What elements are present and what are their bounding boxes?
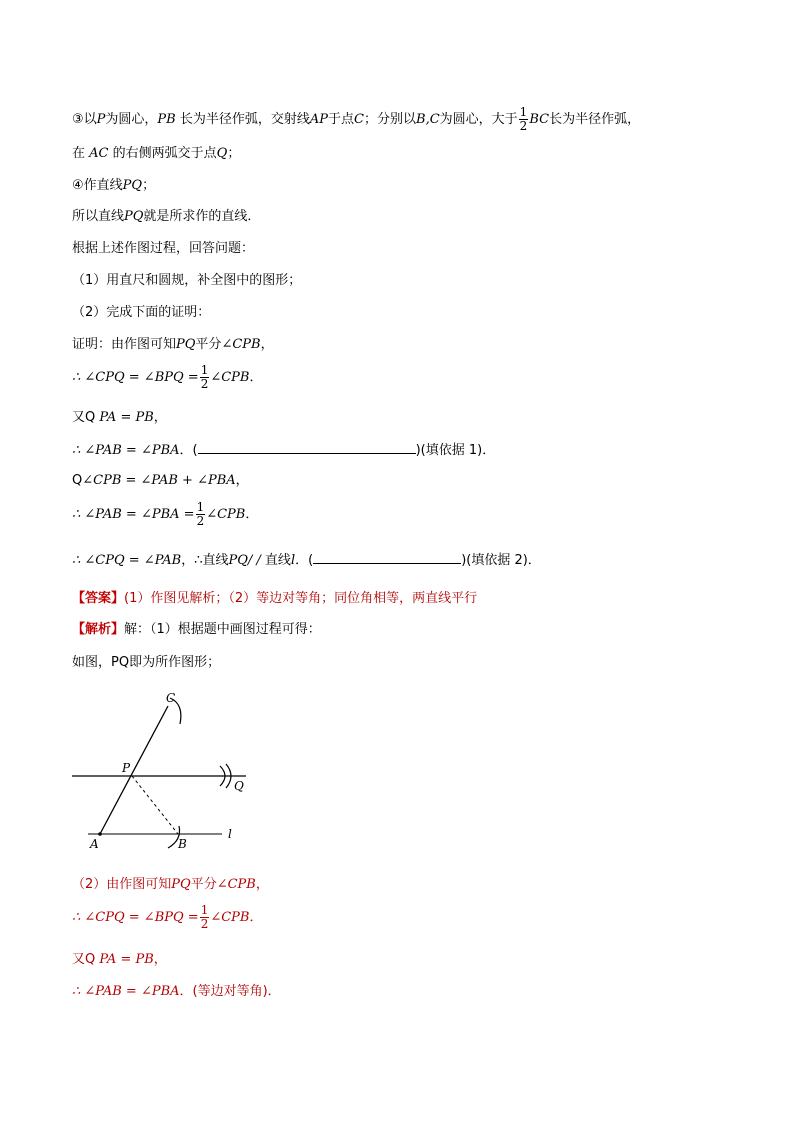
fraction-half: $\frac{1}{2}$ [200, 363, 209, 391]
label-p: P [122, 761, 131, 775]
answer-blank-1[interactable] [198, 441, 416, 454]
label-l: l [228, 827, 232, 841]
analysis-tag: 【解析】 [72, 622, 125, 637]
point-a [98, 832, 102, 836]
proof-line-2: ∴ ∠CPQ = ∠BPQ = $\frac{1}{2}$ ∠CPB． [72, 363, 263, 391]
question-1: （1）用直尺和圆规，补全图中的图形； [72, 273, 302, 288]
question-2: （2）完成下面的证明： [72, 305, 211, 320]
proof-line-6: ∴ ∠PAB = ∠PBA = $\frac{1}{2}$ ∠CPB． [72, 500, 259, 528]
ray-ac [100, 706, 168, 834]
proof-line-5: Q∠CPB = ∠PAB + ∠PBA， [72, 473, 249, 488]
label-a: A [90, 837, 99, 851]
step3-line1: ③以P为圆心，PB 长为半径作弧，交射线AP于点C；分别以B,C为圆心，大于 $\frac{1}{2}$ BC长为半径作弧， [72, 105, 641, 133]
solution-line-3: 又Q PA = PB， [72, 952, 167, 967]
ask-line: 根据上述作图过程，回答问题： [72, 241, 255, 256]
conclusion-line: 所以直线PQ就是所求作的直线． [72, 209, 261, 224]
answer-blank-2[interactable] [313, 551, 461, 564]
step4-line: ④作直线PQ； [72, 178, 156, 193]
proof-line-7: ∴ ∠CPQ = ∠PAB，∴直线PQ/ / 直线l．( )(填依据 2)． [72, 553, 541, 568]
analysis-line: 【解析】解：（1）根据题中画图过程可得： [72, 622, 321, 637]
label-b: B [178, 837, 187, 851]
construction-figure [60, 686, 260, 856]
proof-line-4: ∴ ∠PAB = ∠PBA．( )(填依据 1)． [72, 443, 496, 458]
label-q: Q [234, 779, 244, 793]
fraction-half: $\frac{1}{2}$ [196, 500, 205, 528]
solution-line-2: ∴ ∠CPQ = ∠BPQ = $\frac{1}{2}$ ∠CPB． [72, 903, 263, 931]
answer-tag: 【答案】 [72, 591, 125, 606]
proof-line-1: 证明：由作图可知PQ平分∠CPB， [72, 337, 274, 352]
answer-text: (1）作图见解析；（2）等边对等角；同位角相等，两直线平行 [124, 591, 478, 606]
step3-line2: 在 AC 的右侧两弧交于点Q； [72, 146, 241, 161]
fraction-half: $\frac{1}{2}$ [519, 105, 528, 133]
segment-pb [132, 776, 178, 834]
answer-line [72, 590, 477, 608]
solution-line-1: （2）由作图可知PQ平分∠CPB， [72, 877, 269, 892]
figure-intro: 如图，PQ即为所作图形； [72, 655, 221, 670]
label-c: C [166, 691, 176, 705]
proof-line-3: 又Q PA = PB， [72, 410, 167, 425]
fraction-half: $\frac{1}{2}$ [200, 903, 209, 931]
solution-line-4: ∴ ∠PAB = ∠PBA．(等边对等角)． [72, 984, 281, 999]
